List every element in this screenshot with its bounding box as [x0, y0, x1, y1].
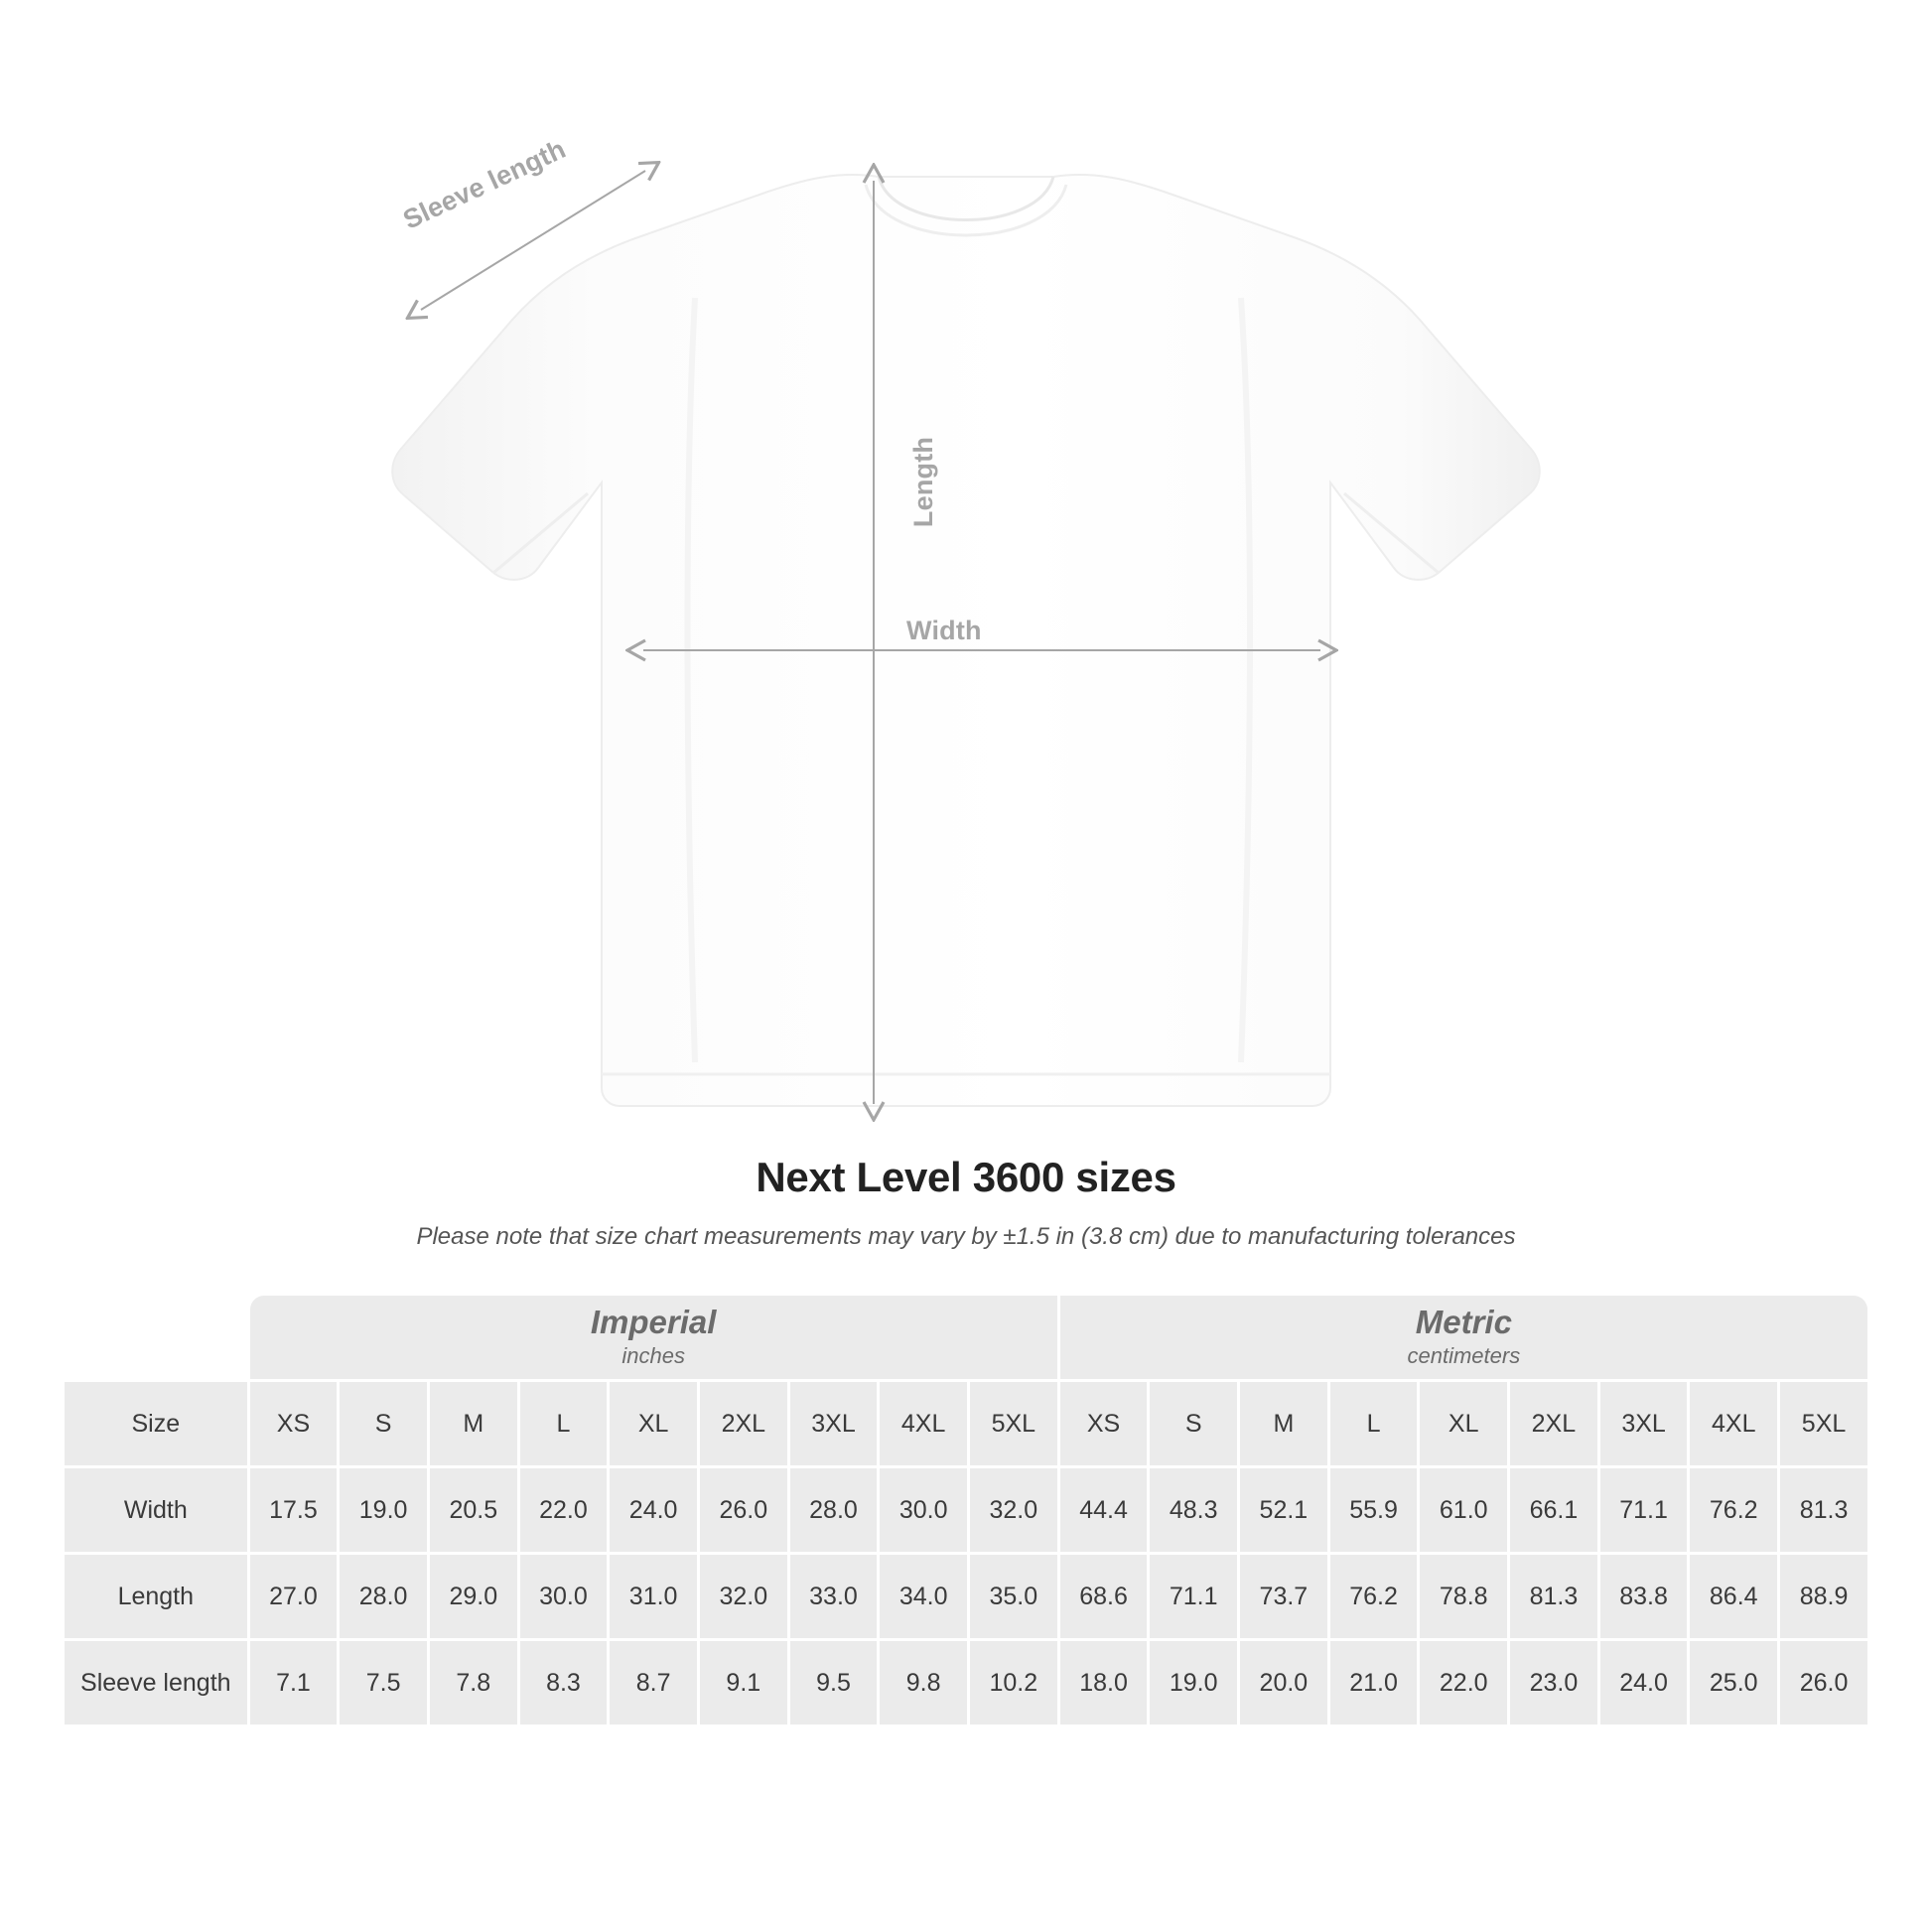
- unit-group-imperial-sub: inches: [621, 1343, 685, 1369]
- size-header-row: [65, 1382, 1867, 1465]
- cell-width-metric-2xl: 66.1: [1510, 1468, 1597, 1552]
- cell-length-metric-3xl: 83.8: [1600, 1555, 1688, 1638]
- size-header-metric-xs: XS: [1060, 1382, 1148, 1465]
- size-header-imperial-l: L: [520, 1382, 608, 1465]
- table-row: [65, 1641, 1867, 1725]
- cell-length-imperial-2xl: 32.0: [700, 1555, 787, 1638]
- page-title: Next Level 3600 sizes: [756, 1154, 1176, 1200]
- cell-length-imperial-l: 30.0: [520, 1555, 608, 1638]
- cell-sleeve-metric-m: 20.0: [1240, 1641, 1327, 1725]
- cell-width-imperial-s: 19.0: [340, 1468, 427, 1552]
- cell-width-imperial-xl: 24.0: [610, 1468, 697, 1552]
- cell-width-metric-l: 55.9: [1330, 1468, 1418, 1552]
- cell-length-imperial-3xl: 33.0: [790, 1555, 878, 1638]
- size-header-label: Size: [65, 1382, 247, 1465]
- cell-sleeve-imperial-s: 7.5: [340, 1641, 427, 1725]
- size-header-metric-2xl: 2XL: [1510, 1382, 1597, 1465]
- size-header-metric-l: L: [1330, 1382, 1418, 1465]
- cell-length-metric-xl: 78.8: [1420, 1555, 1507, 1638]
- table-row: [65, 1555, 1867, 1638]
- cell-width-metric-4xl: 76.2: [1690, 1468, 1777, 1552]
- size-header-metric-3xl: 3XL: [1600, 1382, 1688, 1465]
- cell-length-metric-xs: 68.6: [1060, 1555, 1148, 1638]
- cell-sleeve-metric-l: 21.0: [1330, 1641, 1418, 1725]
- cell-length-metric-s: 71.1: [1150, 1555, 1237, 1638]
- unit-group-metric-sub: centimeters: [1407, 1343, 1521, 1369]
- title-block: [0, 1154, 1932, 1251]
- sleeve-length-label: Sleeve length: [398, 133, 571, 235]
- cell-width-imperial-3xl: 28.0: [790, 1468, 878, 1552]
- unit-group-imperial: [250, 1296, 1057, 1379]
- size-header-imperial-3xl: 3XL: [790, 1382, 878, 1465]
- cell-length-metric-4xl: 86.4: [1690, 1555, 1777, 1638]
- cell-width-imperial-l: 22.0: [520, 1468, 608, 1552]
- size-header-imperial-s: S: [340, 1382, 427, 1465]
- cell-width-metric-xl: 61.0: [1420, 1468, 1507, 1552]
- cell-width-imperial-4xl: 30.0: [880, 1468, 967, 1552]
- size-header-metric-4xl: 4XL: [1690, 1382, 1777, 1465]
- cell-length-imperial-xs: 27.0: [250, 1555, 338, 1638]
- cell-sleeve-metric-5xl: 26.0: [1780, 1641, 1867, 1725]
- cell-length-imperial-4xl: 34.0: [880, 1555, 967, 1638]
- row-label-width: Width: [65, 1468, 247, 1552]
- cell-width-metric-xs: 44.4: [1060, 1468, 1148, 1552]
- cell-length-imperial-5xl: 35.0: [970, 1555, 1057, 1638]
- size-header-metric-m: M: [1240, 1382, 1327, 1465]
- cell-length-metric-l: 76.2: [1330, 1555, 1418, 1638]
- cell-sleeve-metric-2xl: 23.0: [1510, 1641, 1597, 1725]
- table-row: [65, 1468, 1867, 1552]
- cell-length-imperial-s: 28.0: [340, 1555, 427, 1638]
- cell-length-metric-5xl: 88.9: [1780, 1555, 1867, 1638]
- cell-sleeve-imperial-xs: 7.1: [250, 1641, 338, 1725]
- table-corner-cell: [65, 1296, 247, 1379]
- size-header-imperial-xs: XS: [250, 1382, 338, 1465]
- cell-width-imperial-2xl: 26.0: [700, 1468, 787, 1552]
- cell-width-imperial-5xl: 32.0: [970, 1468, 1057, 1552]
- unit-group-imperial-name: Imperial: [590, 1304, 717, 1341]
- cell-sleeve-metric-s: 19.0: [1150, 1641, 1237, 1725]
- size-header-imperial-xl: XL: [610, 1382, 697, 1465]
- cell-sleeve-imperial-l: 8.3: [520, 1641, 608, 1725]
- cell-sleeve-imperial-2xl: 9.1: [700, 1641, 787, 1725]
- cell-sleeve-metric-xl: 22.0: [1420, 1641, 1507, 1725]
- cell-sleeve-imperial-m: 7.8: [430, 1641, 517, 1725]
- tolerance-note: Please note that size chart measurements may vary by ±1.5 in (3.8 cm) due to manufacturing tolerances: [416, 1223, 1516, 1250]
- cell-length-imperial-m: 29.0: [430, 1555, 517, 1638]
- cell-sleeve-imperial-3xl: 9.5: [790, 1641, 878, 1725]
- size-table: [62, 1293, 1870, 1727]
- size-header-imperial-2xl: 2XL: [700, 1382, 787, 1465]
- cell-sleeve-imperial-5xl: 10.2: [970, 1641, 1057, 1725]
- size-header-metric-s: S: [1150, 1382, 1237, 1465]
- cell-sleeve-metric-3xl: 24.0: [1600, 1641, 1688, 1725]
- unit-header-row: [65, 1296, 1867, 1379]
- cell-length-metric-2xl: 81.3: [1510, 1555, 1597, 1638]
- cell-width-metric-s: 48.3: [1150, 1468, 1237, 1552]
- cell-length-imperial-xl: 31.0: [610, 1555, 697, 1638]
- row-label-length: Length: [65, 1555, 247, 1638]
- cell-width-imperial-m: 20.5: [430, 1468, 517, 1552]
- size-header-imperial-m: M: [430, 1382, 517, 1465]
- unit-group-metric-name: Metric: [1415, 1304, 1512, 1341]
- size-header-imperial-4xl: 4XL: [880, 1382, 967, 1465]
- cell-sleeve-metric-4xl: 25.0: [1690, 1641, 1777, 1725]
- cell-length-metric-m: 73.7: [1240, 1555, 1327, 1638]
- cell-width-metric-5xl: 81.3: [1780, 1468, 1867, 1552]
- size-table-container: [62, 1293, 1870, 1727]
- cell-width-metric-3xl: 71.1: [1600, 1468, 1688, 1552]
- length-label: Length: [908, 436, 939, 528]
- width-label: Width: [906, 616, 982, 645]
- size-header-metric-xl: XL: [1420, 1382, 1507, 1465]
- cell-width-metric-m: 52.1: [1240, 1468, 1327, 1552]
- row-label-sleeve-length: Sleeve length: [65, 1641, 247, 1725]
- size-header-imperial-5xl: 5XL: [970, 1382, 1057, 1465]
- unit-group-metric: [1060, 1296, 1867, 1379]
- cell-sleeve-imperial-xl: 8.7: [610, 1641, 697, 1725]
- cell-sleeve-imperial-4xl: 9.8: [880, 1641, 967, 1725]
- cell-width-imperial-xs: 17.5: [250, 1468, 338, 1552]
- size-header-metric-5xl: 5XL: [1780, 1382, 1867, 1465]
- cell-sleeve-metric-xs: 18.0: [1060, 1641, 1148, 1725]
